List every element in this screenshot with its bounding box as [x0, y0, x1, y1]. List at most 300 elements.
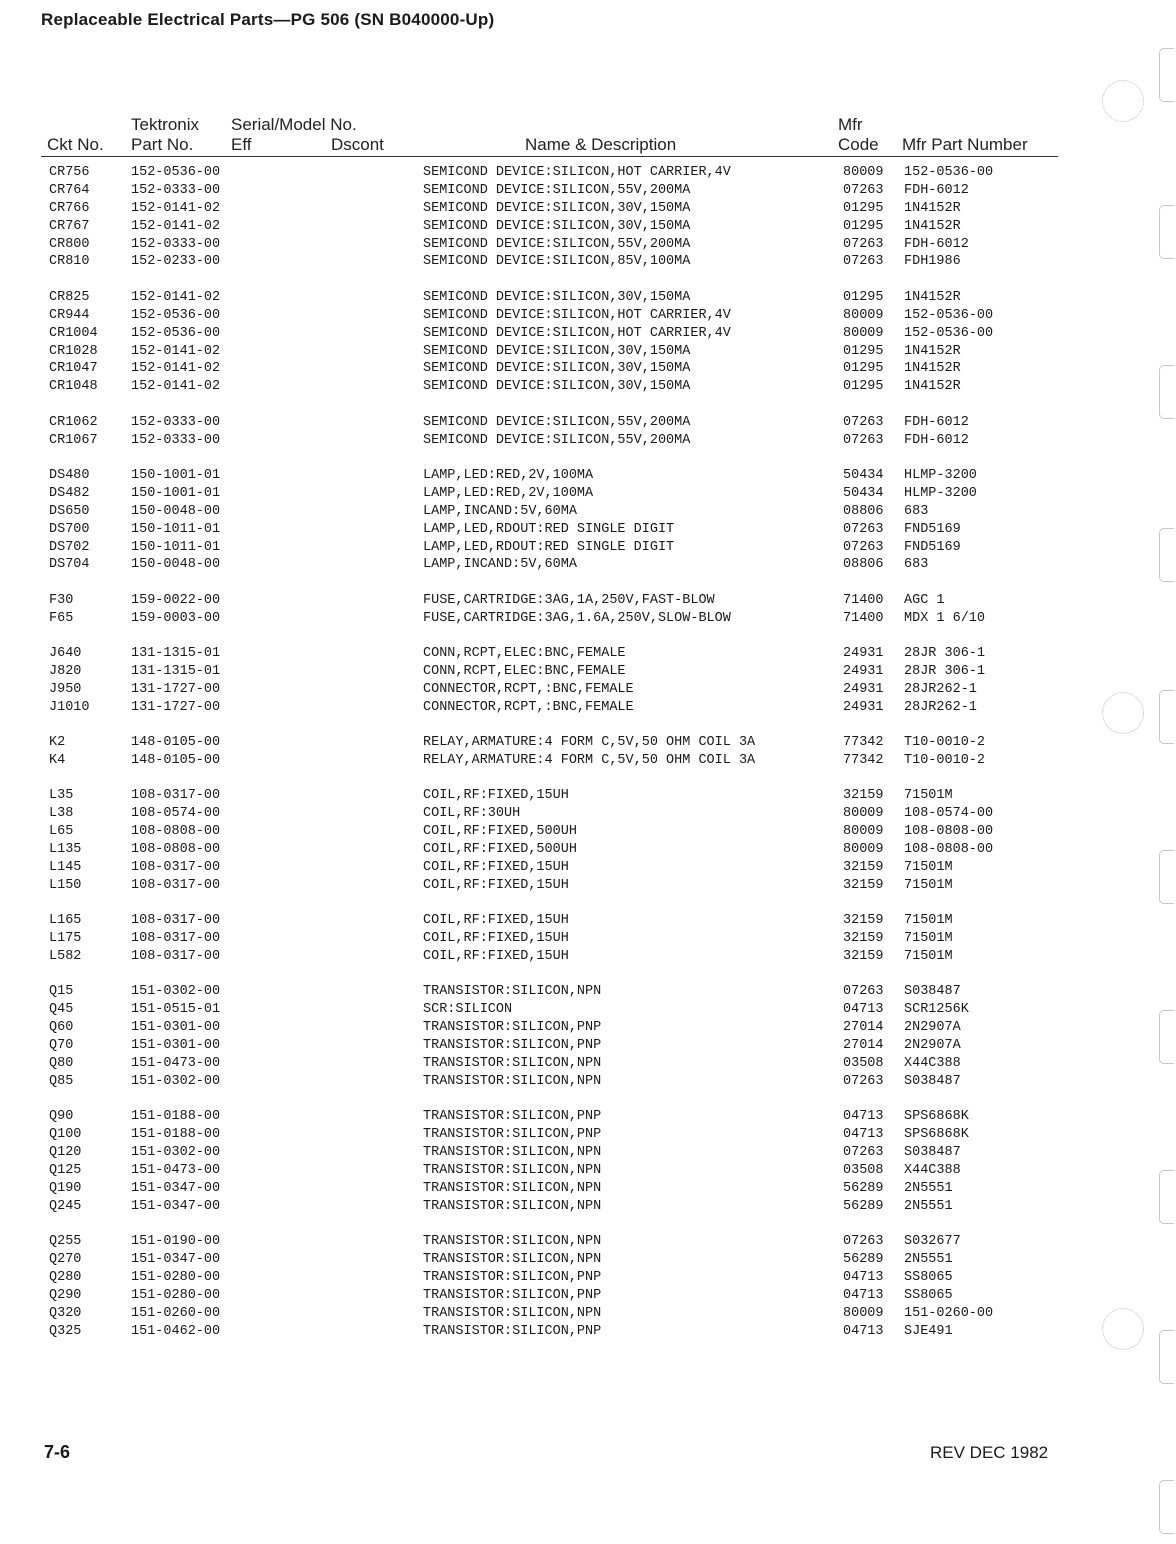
part-description: SEMICOND DEVICE:SILICON,30V,150MA: [423, 200, 691, 216]
manufacturer-code: 01295: [843, 289, 884, 305]
circuit-number: K2: [49, 735, 66, 751]
part-description: FUSE,CARTRIDGE:3AG,1.6A,250V,SLOW-BLOW: [423, 610, 731, 626]
manufacturer-code: 50434: [843, 485, 884, 501]
tektronix-part-number: 131-1727-00: [131, 699, 221, 715]
part-description: TRANSISTOR:SILICON,NPN: [423, 1234, 602, 1250]
circuit-number: Q15: [49, 984, 74, 1000]
table-row: [0, 805, 1176, 823]
manufacturer-code: 07263: [843, 521, 884, 537]
part-description: SEMICOND DEVICE:SILICON,30V,150MA: [423, 379, 691, 395]
circuit-number: J820: [49, 663, 82, 679]
part-description: SEMICOND DEVICE:SILICON,85V,100MA: [423, 254, 691, 270]
manufacturer-part-number: 108-0808-00: [904, 824, 994, 840]
part-description: COIL,RF:FIXED,15UH: [423, 877, 569, 893]
circuit-number: L35: [49, 788, 74, 804]
circuit-number: L150: [49, 877, 82, 893]
table-row: [0, 1019, 1176, 1037]
manufacturer-code: 07263: [843, 539, 884, 555]
manufacturer-code: 01295: [843, 343, 884, 359]
manufacturer-code: 80009: [843, 165, 884, 180]
table-row: [0, 787, 1176, 805]
part-description: COIL,RF:FIXED,500UH: [423, 842, 577, 858]
manufacturer-code: 04713: [843, 1127, 884, 1143]
tektronix-part-number: 151-0515-01: [131, 1002, 221, 1018]
table-row: [0, 467, 1176, 485]
part-description: SEMICOND DEVICE:SILICON,55V,200MA: [423, 432, 691, 448]
circuit-number: CR756: [49, 165, 90, 180]
manufacturer-code: 32159: [843, 913, 884, 929]
manufacturer-code: 77342: [843, 735, 884, 751]
table-row: [0, 485, 1176, 503]
tektronix-part-number: 151-0462-00: [131, 1323, 221, 1339]
circuit-number: L175: [49, 931, 82, 947]
tektronix-part-number: 108-0574-00: [131, 806, 221, 822]
tektronix-part-number: 152-0536-00: [131, 307, 221, 323]
manufacturer-part-number: FDH-6012: [904, 236, 969, 252]
tektronix-part-number: 151-0188-00: [131, 1127, 221, 1143]
manufacturer-part-number: FND5169: [904, 539, 961, 555]
binder-hole-decoration: [1102, 692, 1144, 734]
manufacturer-part-number: 1N4152R: [904, 200, 961, 216]
table-row: [0, 1180, 1176, 1198]
circuit-number: Q255: [49, 1234, 82, 1250]
manufacturer-code: 80009: [843, 1305, 884, 1321]
part-description: TRANSISTOR:SILICON,NPN: [423, 1056, 602, 1072]
manufacturer-part-number: SCR1256K: [904, 1002, 969, 1018]
table-row: [0, 1001, 1176, 1019]
table-row: [0, 912, 1176, 930]
binder-tab-decoration: [1159, 850, 1174, 904]
column-heading-tektronix: Tektronix: [131, 115, 200, 134]
table-row: [0, 752, 1176, 770]
tektronix-part-number: 151-0301-00: [131, 1038, 221, 1054]
tektronix-part-number: 131-1727-00: [131, 681, 221, 697]
table-row: [0, 681, 1176, 699]
manufacturer-code: 32159: [843, 877, 884, 893]
binder-tab-decoration: [1159, 528, 1174, 582]
table-row: [0, 1073, 1176, 1091]
tektronix-part-number: 152-0141-02: [131, 343, 221, 359]
manufacturer-code: 80009: [843, 842, 884, 858]
table-row: [0, 289, 1176, 307]
table-row: [0, 877, 1176, 895]
tektronix-part-number: 108-0808-00: [131, 824, 221, 840]
manufacturer-code: 07263: [843, 236, 884, 252]
part-description: SEMICOND DEVICE:SILICON,30V,150MA: [423, 361, 691, 377]
tektronix-part-number: 152-0141-02: [131, 200, 221, 216]
manufacturer-code: 32159: [843, 949, 884, 965]
part-group: [0, 1108, 1176, 1215]
tektronix-part-number: 151-0190-00: [131, 1234, 221, 1250]
table-row: [0, 592, 1176, 610]
column-heading-name-description: Name & Description: [525, 135, 677, 154]
revision-date: REV DEC 1982: [930, 1443, 1049, 1462]
binder-tab-decoration: [1159, 48, 1174, 102]
part-description: TRANSISTOR:SILICON,PNP: [423, 1287, 602, 1303]
tektronix-part-number: 148-0105-00: [131, 753, 221, 769]
manufacturer-code: 04713: [843, 1287, 884, 1303]
tektronix-part-number: 150-0048-00: [131, 503, 221, 519]
tektronix-part-number: 151-0347-00: [131, 1180, 221, 1196]
part-description: COIL,RF:FIXED,15UH: [423, 788, 569, 804]
circuit-number: DS702: [49, 539, 90, 555]
circuit-number: DS480: [49, 467, 90, 483]
table-row: [0, 325, 1176, 343]
manufacturer-part-number: 151-0260-00: [904, 1305, 994, 1321]
manufacturer-part-number: 2N5551: [904, 1252, 953, 1268]
tektronix-part-number: 108-0317-00: [131, 788, 221, 804]
manufacturer-part-number: 1N4152R: [904, 379, 961, 395]
table-row: [0, 503, 1176, 521]
manufacturer-code: 27014: [843, 1020, 884, 1036]
circuit-number: L65: [49, 824, 74, 840]
circuit-number: Q120: [49, 1145, 82, 1161]
manufacturer-part-number: FDH-6012: [904, 414, 969, 430]
table-row: [0, 1269, 1176, 1287]
part-group: [0, 734, 1176, 770]
tektronix-part-number: 108-0317-00: [131, 913, 221, 929]
manufacturer-part-number: 2N2907A: [904, 1020, 961, 1036]
part-description: SEMICOND DEVICE:SILICON,30V,150MA: [423, 343, 691, 359]
circuit-number: L165: [49, 913, 82, 929]
manufacturer-code: 71400: [843, 592, 884, 608]
circuit-number: Q325: [49, 1323, 82, 1339]
tektronix-part-number: 152-0333-00: [131, 432, 221, 448]
circuit-number: Q290: [49, 1287, 82, 1303]
manufacturer-part-number: T10-0010-2: [904, 753, 986, 769]
manufacturer-part-number: 1N4152R: [904, 361, 961, 377]
part-description: TRANSISTOR:SILICON,PNP: [423, 1038, 602, 1054]
part-description: FUSE,CARTRIDGE:3AG,1A,250V,FAST-BLOW: [423, 592, 715, 608]
manufacturer-code: 03508: [843, 1056, 884, 1072]
circuit-number: L135: [49, 842, 82, 858]
table-row: [0, 841, 1176, 859]
manufacturer-part-number: 2N5551: [904, 1180, 953, 1196]
manufacturer-code: 07263: [843, 254, 884, 270]
manufacturer-part-number: SS8065: [904, 1287, 953, 1303]
part-description: TRANSISTOR:SILICON,PNP: [423, 1323, 602, 1339]
circuit-number: DS650: [49, 503, 90, 519]
part-group: [0, 983, 1176, 1090]
part-description: SEMICOND DEVICE:SILICON,HOT CARRIER,4V: [423, 325, 731, 341]
part-group: [0, 912, 1176, 966]
binder-tab-decoration: [1159, 1170, 1174, 1224]
circuit-number: DS700: [49, 521, 90, 537]
manufacturer-part-number: 28JR262-1: [904, 699, 977, 715]
manufacturer-part-number: 28JR 306-1: [904, 663, 986, 679]
manufacturer-code: 27014: [843, 1038, 884, 1054]
manufacturer-part-number: 152-0536-00: [904, 165, 994, 180]
tektronix-part-number: 151-0473-00: [131, 1162, 221, 1178]
part-group: [0, 645, 1176, 717]
manufacturer-code: 32159: [843, 788, 884, 804]
column-heading-ckt-no: Ckt No.: [47, 135, 104, 154]
manufacturer-part-number: 1N4152R: [904, 289, 961, 305]
table-row: [0, 1037, 1176, 1055]
column-heading-mfr-code: Code: [838, 135, 879, 154]
binder-tab-decoration: [1159, 1330, 1174, 1384]
manufacturer-part-number: FDH1986: [904, 254, 961, 270]
circuit-number: F65: [49, 610, 74, 626]
column-heading-mfr-part-number: Mfr Part Number: [902, 135, 1028, 154]
part-description: COIL,RF:FIXED,15UH: [423, 860, 569, 875]
tektronix-part-number: 151-0280-00: [131, 1287, 221, 1303]
table-row: [0, 1323, 1176, 1341]
circuit-number: CR764: [49, 182, 90, 198]
table-row: [0, 823, 1176, 841]
tektronix-part-number: 131-1315-01: [131, 663, 221, 679]
part-description: TRANSISTOR:SILICON,PNP: [423, 1109, 602, 1125]
tektronix-part-number: 152-0141-02: [131, 218, 221, 234]
manufacturer-code: 32159: [843, 860, 884, 875]
manufacturer-part-number: X44C388: [904, 1056, 961, 1072]
table-row: [0, 432, 1176, 450]
circuit-number: CR944: [49, 307, 90, 323]
table-row: [0, 734, 1176, 752]
manufacturer-part-number: FDH-6012: [904, 182, 969, 198]
manufacturer-code: 01295: [843, 379, 884, 395]
part-description: SCR:SILICON: [423, 1002, 513, 1018]
manufacturer-code: 24931: [843, 663, 884, 679]
circuit-number: CR1048: [49, 379, 98, 395]
circuit-number: Q60: [49, 1020, 74, 1036]
manufacturer-part-number: 1N4152R: [904, 343, 961, 359]
tektronix-part-number: 150-1001-01: [131, 485, 221, 501]
manufacturer-part-number: AGC 1: [904, 592, 945, 608]
part-description: CONN,RCPT,ELEC:BNC,FEMALE: [423, 646, 626, 662]
manufacturer-code: 80009: [843, 806, 884, 822]
part-group: [0, 592, 1176, 628]
column-heading-serial-model: Serial/Model No.: [231, 115, 357, 134]
part-description: SEMICOND DEVICE:SILICON,55V,200MA: [423, 414, 691, 430]
tektronix-part-number: 152-0233-00: [131, 254, 221, 270]
manufacturer-code: 56289: [843, 1198, 884, 1214]
manufacturer-part-number: 71501M: [904, 949, 953, 965]
circuit-number: L582: [49, 949, 82, 965]
part-description: CONN,RCPT,ELEC:BNC,FEMALE: [423, 663, 626, 679]
page-header: Replaceable Electrical Parts—PG 506 (SN B040000-Up): [41, 10, 495, 29]
circuit-number: CR1062: [49, 414, 98, 430]
circuit-number: Q245: [49, 1198, 82, 1214]
table-row: [0, 1055, 1176, 1073]
part-description: TRANSISTOR:SILICON,PNP: [423, 1020, 602, 1036]
manufacturer-code: 07263: [843, 432, 884, 448]
tektronix-part-number: 148-0105-00: [131, 735, 221, 751]
tektronix-part-number: 150-1001-01: [131, 467, 221, 483]
manufacturer-part-number: 71501M: [904, 788, 953, 804]
manufacturer-code: 50434: [843, 467, 884, 483]
circuit-number: Q100: [49, 1127, 82, 1143]
part-description: TRANSISTOR:SILICON,NPN: [423, 1162, 602, 1178]
part-description: CONNECTOR,RCPT,:BNC,FEMALE: [423, 681, 634, 697]
part-description: LAMP,LED,RDOUT:RED SINGLE DIGIT: [423, 521, 675, 537]
tektronix-part-number: 152-0141-02: [131, 361, 221, 377]
manufacturer-part-number: 71501M: [904, 877, 953, 893]
part-description: COIL,RF:FIXED,500UH: [423, 824, 577, 840]
tektronix-part-number: 108-0317-00: [131, 949, 221, 965]
table-row: [0, 200, 1176, 218]
part-description: SEMICOND DEVICE:SILICON,55V,200MA: [423, 182, 691, 198]
table-row: [0, 1305, 1176, 1323]
manufacturer-part-number: 683: [904, 503, 929, 519]
part-description: TRANSISTOR:SILICON,NPN: [423, 1305, 602, 1321]
manufacturer-part-number: SPS6868K: [904, 1127, 969, 1143]
table-row: [0, 253, 1176, 271]
part-description: TRANSISTOR:SILICON,NPN: [423, 1252, 602, 1268]
circuit-number: Q45: [49, 1002, 74, 1018]
circuit-number: CR800: [49, 236, 90, 252]
part-description: CONNECTOR,RCPT,:BNC,FEMALE: [423, 699, 634, 715]
tektronix-part-number: 151-0301-00: [131, 1020, 221, 1036]
manufacturer-part-number: 1N4152R: [904, 218, 961, 234]
part-description: TRANSISTOR:SILICON,PNP: [423, 1127, 602, 1143]
tektronix-part-number: 152-0141-02: [131, 289, 221, 305]
manufacturer-code: 07263: [843, 182, 884, 198]
tektronix-part-number: 151-0347-00: [131, 1252, 221, 1268]
tektronix-part-number: 108-0317-00: [131, 860, 221, 875]
manufacturer-part-number: SS8065: [904, 1269, 953, 1285]
part-description: TRANSISTOR:SILICON,NPN: [423, 1180, 602, 1196]
circuit-number: DS482: [49, 485, 90, 501]
circuit-number: Q125: [49, 1162, 82, 1178]
table-row: [0, 218, 1176, 236]
table-row: [0, 1251, 1176, 1269]
tektronix-part-number: 151-0302-00: [131, 1073, 221, 1089]
table-row: [0, 1287, 1176, 1305]
table-row: [0, 1198, 1176, 1216]
part-description: LAMP,INCAND:5V,60MA: [423, 503, 577, 519]
table-row: [0, 1144, 1176, 1162]
circuit-number: J1010: [49, 699, 90, 715]
table-row: [0, 307, 1176, 325]
manufacturer-part-number: S038487: [904, 984, 961, 1000]
tektronix-part-number: 152-0333-00: [131, 236, 221, 252]
manufacturer-code: 04713: [843, 1002, 884, 1018]
manufacturer-part-number: FDH-6012: [904, 432, 969, 448]
manufacturer-code: 80009: [843, 824, 884, 840]
part-group: [0, 414, 1176, 450]
table-row: [0, 663, 1176, 681]
binder-tab-decoration: [1159, 690, 1174, 744]
circuit-number: CR1004: [49, 325, 98, 341]
circuit-number: Q85: [49, 1073, 74, 1089]
part-group: [0, 289, 1176, 396]
table-row: [0, 378, 1176, 396]
table-row: [0, 1162, 1176, 1180]
manufacturer-part-number: HLMP-3200: [904, 467, 977, 483]
part-description: TRANSISTOR:SILICON,NPN: [423, 1073, 602, 1089]
part-description: TRANSISTOR:SILICON,NPN: [423, 984, 602, 1000]
circuit-number: DS704: [49, 557, 90, 573]
tektronix-part-number: 151-0260-00: [131, 1305, 221, 1321]
column-heading-mfr: Mfr: [838, 115, 863, 134]
manufacturer-part-number: 152-0536-00: [904, 325, 994, 341]
circuit-number: Q190: [49, 1180, 82, 1196]
manufacturer-code: 80009: [843, 307, 884, 323]
tektronix-part-number: 151-0302-00: [131, 1145, 221, 1161]
manufacturer-part-number: MDX 1 6/10: [904, 610, 986, 626]
circuit-number: K4: [49, 753, 66, 769]
manufacturer-part-number: 108-0808-00: [904, 842, 994, 858]
manufacturer-part-number: 683: [904, 557, 929, 573]
table-row: [0, 360, 1176, 378]
tektronix-part-number: 151-0280-00: [131, 1269, 221, 1285]
part-description: TRANSISTOR:SILICON,PNP: [423, 1269, 602, 1285]
tektronix-part-number: 151-0347-00: [131, 1198, 221, 1214]
table-row: [0, 164, 1176, 182]
part-description: COIL,RF:FIXED,15UH: [423, 913, 569, 929]
part-description: SEMICOND DEVICE:SILICON,HOT CARRIER,4V: [423, 165, 731, 180]
tektronix-part-number: 108-0317-00: [131, 877, 221, 893]
manufacturer-code: 24931: [843, 681, 884, 697]
binder-tab-decoration: [1159, 205, 1174, 259]
manufacturer-code: 24931: [843, 699, 884, 715]
manufacturer-code: 07263: [843, 1234, 884, 1250]
tektronix-part-number: 151-0473-00: [131, 1056, 221, 1072]
manufacturer-code: 56289: [843, 1180, 884, 1196]
part-description: SEMICOND DEVICE:SILICON,30V,150MA: [423, 289, 691, 305]
manufacturer-part-number: 28JR 306-1: [904, 646, 986, 662]
manufacturer-code: 08806: [843, 557, 884, 573]
part-group: [0, 787, 1176, 894]
table-row: [0, 556, 1176, 574]
table-row: [0, 414, 1176, 432]
circuit-number: J950: [49, 681, 82, 697]
manufacturer-code: 77342: [843, 753, 884, 769]
part-description: TRANSISTOR:SILICON,NPN: [423, 1145, 602, 1161]
manufacturer-part-number: SJE491: [904, 1323, 953, 1339]
binder-hole-decoration: [1102, 80, 1144, 122]
part-group: [0, 164, 1176, 271]
circuit-number: Q320: [49, 1305, 82, 1321]
part-group: [0, 1233, 1176, 1340]
manufacturer-code: 08806: [843, 503, 884, 519]
table-row: [0, 236, 1176, 254]
table-row: [0, 539, 1176, 557]
part-description: TRANSISTOR:SILICON,NPN: [423, 1198, 602, 1214]
manufacturer-code: 03508: [843, 1162, 884, 1178]
manufacturer-code: 71400: [843, 610, 884, 626]
tektronix-part-number: 108-0808-00: [131, 842, 221, 858]
manufacturer-part-number: 71501M: [904, 931, 953, 947]
table-row: [0, 610, 1176, 628]
table-row: [0, 1233, 1176, 1251]
part-description: LAMP,LED:RED,2V,100MA: [423, 485, 594, 501]
table-row: [0, 645, 1176, 663]
circuit-number: CR1067: [49, 432, 98, 448]
part-description: SEMICOND DEVICE:SILICON,30V,150MA: [423, 218, 691, 234]
manufacturer-part-number: HLMP-3200: [904, 485, 977, 501]
manufacturer-code: 04713: [843, 1323, 884, 1339]
table-row: [0, 1108, 1176, 1126]
table-row: [0, 930, 1176, 948]
tektronix-part-number: 151-0188-00: [131, 1109, 221, 1125]
column-heading-dscont: Dscont: [331, 135, 384, 154]
circuit-number: CR1028: [49, 343, 98, 359]
manufacturer-code: 07263: [843, 414, 884, 430]
manufacturer-code: 80009: [843, 325, 884, 341]
part-description: LAMP,INCAND:5V,60MA: [423, 557, 577, 573]
manufacturer-code: 07263: [843, 1145, 884, 1161]
column-heading-eff: Eff: [231, 135, 252, 154]
circuit-number: Q80: [49, 1056, 74, 1072]
binder-tab-decoration: [1159, 1480, 1174, 1534]
manufacturer-part-number: 28JR262-1: [904, 681, 977, 697]
tektronix-part-number: 152-0141-02: [131, 379, 221, 395]
manufacturer-part-number: 71501M: [904, 913, 953, 929]
manufacturer-part-number: S038487: [904, 1145, 961, 1161]
tektronix-part-number: 152-0536-00: [131, 325, 221, 341]
